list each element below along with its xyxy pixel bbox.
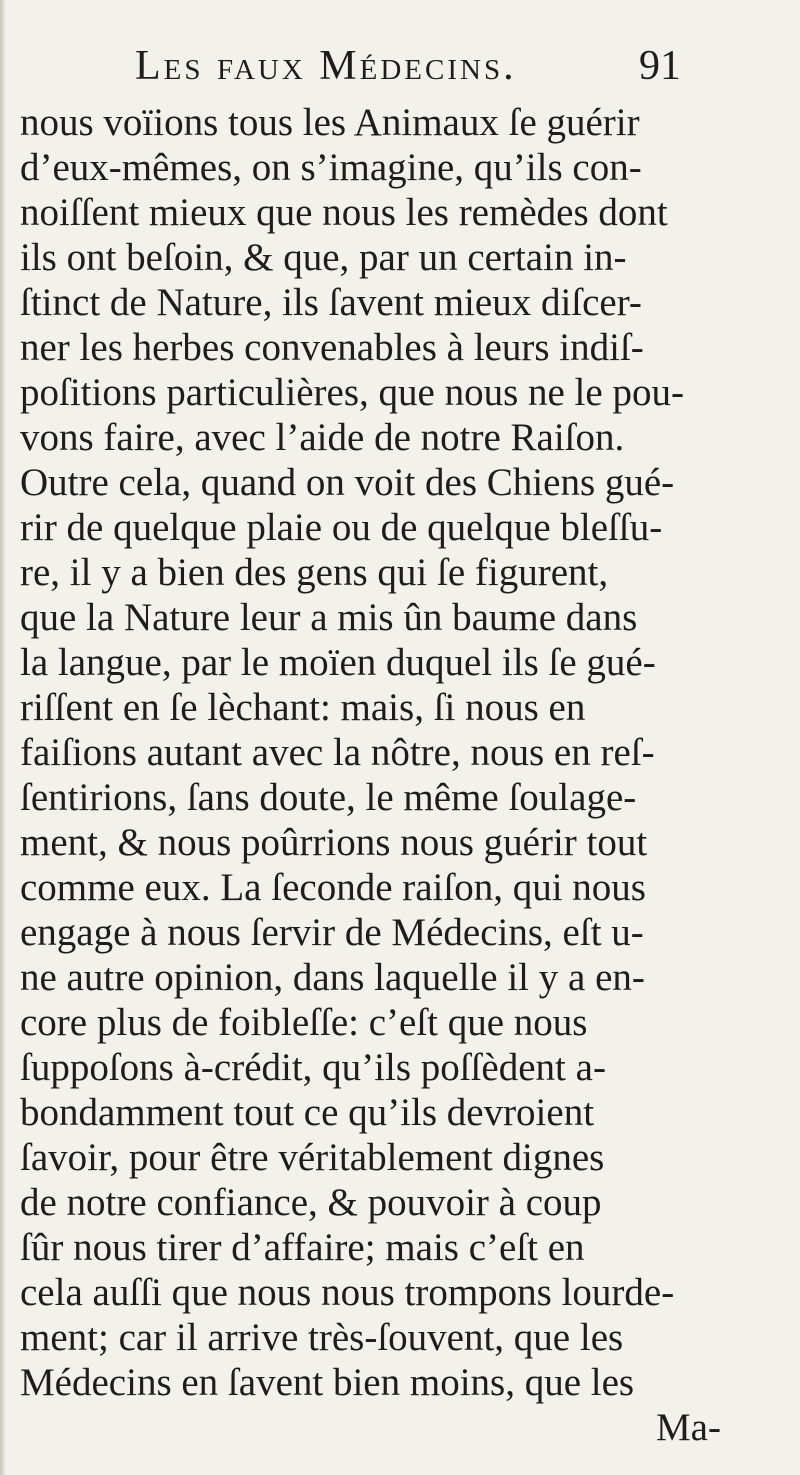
text-line: cela auſſi que nous nous trompons lourde- (20, 1271, 675, 1314)
text-line: que la Nature leur a mis ûn baume dans (20, 596, 638, 639)
text-line: bondamment tout ce qu’ils devroient (20, 1091, 595, 1134)
text-line: re, il y a bien des gens qui ſe figurent, (20, 551, 609, 594)
page-edge (0, 0, 5, 1475)
text-line: poſitions particulières, que nous ne le pou- (20, 371, 684, 414)
text-line: Médecins en ſavent bien moins, que les (20, 1361, 635, 1404)
text-line: ſavoir, pour être véritablement dignes (20, 1136, 605, 1179)
text-line: ment; car il arrive très-ſouvent, que les (20, 1316, 624, 1359)
text-line: comme eux. La ſeconde raiſon, qui nous (20, 866, 646, 909)
text-line: Outre cela, quand on voit des Chiens gué- (20, 461, 675, 504)
text-line: ner les herbes convenables à leurs indiſ- (20, 326, 644, 369)
text-line: nous voïions tous les Animaux ſe guérir (20, 101, 640, 144)
text-line: riſſent en ſe lèchant: mais, ſi nous en (20, 686, 586, 729)
text-line: la langue, par le moïen duquel ils ſe gué- (20, 641, 656, 684)
catchword: Ma- (656, 1406, 721, 1449)
text-line: vons faire, avec l’aide de notre Raiſon. (20, 416, 625, 459)
text-line: ils ont beſoin, & que, par un certain in- (20, 236, 627, 279)
text-line: ne autre opinion, dans laquelle il y a en- (20, 956, 645, 999)
text-line: core plus de foibleſſe: c’eſt que nous (20, 1001, 588, 1044)
text-line: ſûr nous tirer d’affaire; mais c’eſt en (20, 1226, 585, 1269)
text-line: engage à nous ſervir de Médecins, eſt u- (20, 911, 644, 954)
text-line: noiſſent mieux que nous les remèdes dont (20, 191, 668, 234)
text-line: rir de quelque plaie ou de quelque bleſſu- (20, 506, 663, 549)
text-line: d’eux-mêmes, on s’imagine, qu’ils con- (20, 146, 642, 189)
text-line: de notre confiance, & pouvoir à coup (20, 1181, 602, 1224)
page-number: 91 (639, 43, 681, 89)
running-head (0, 42, 800, 102)
text-line: ſuppoſons à-crédit, qu’ils poſſèdent a- (20, 1046, 606, 1089)
text-line: ſtinct de Nature, ils ſavent mieux diſcer- (20, 281, 642, 324)
text-line: ſentirions, ſans doute, le même ſoulage- (20, 776, 637, 819)
text-line: ment, & nous poûrrions nous guérir tout (20, 821, 648, 864)
running-title: Les faux Médecins. (135, 43, 517, 89)
text-line: faiſions autant avec la nôtre, nous en reſ- (20, 731, 655, 774)
